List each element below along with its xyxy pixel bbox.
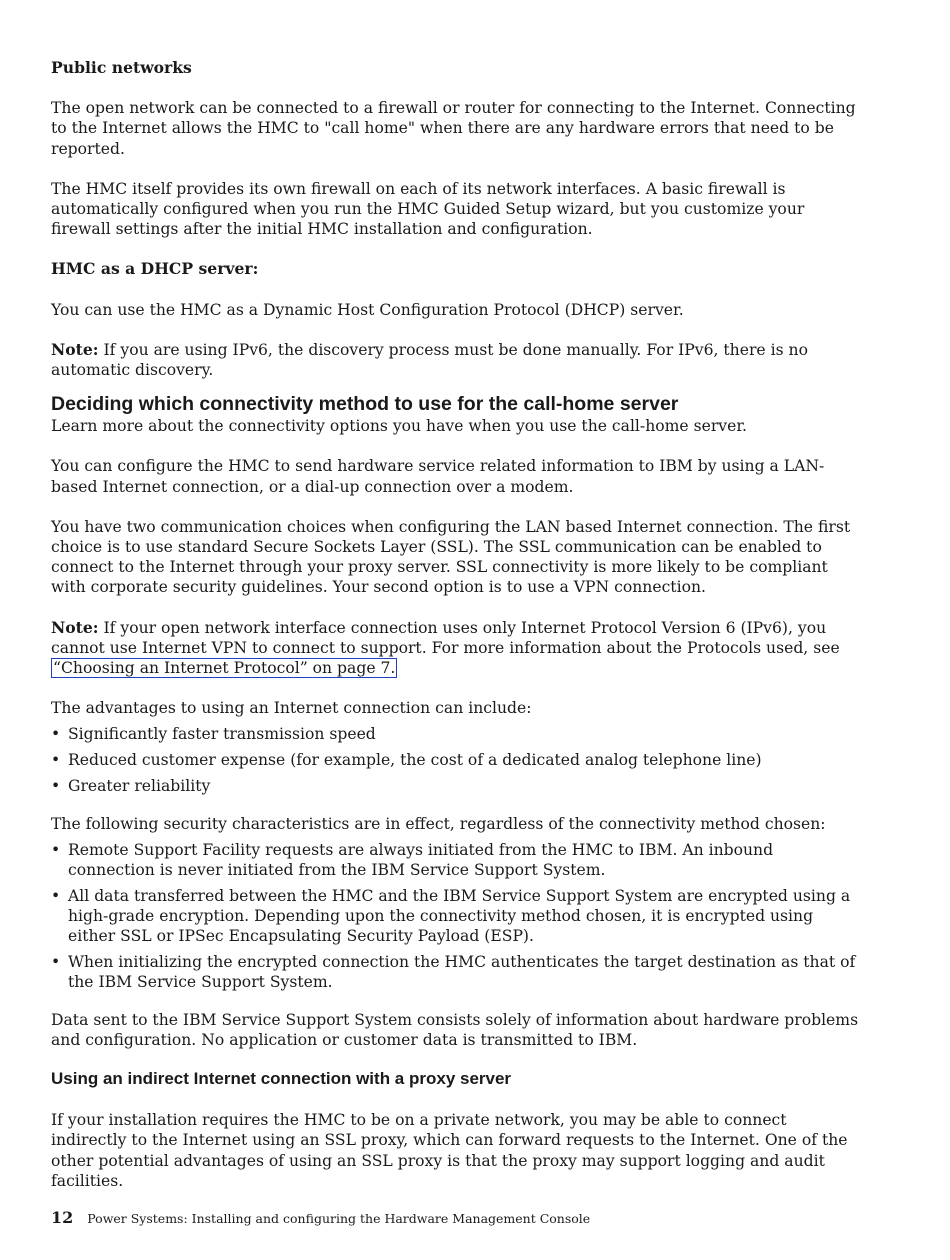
dhcp-note <box>51 340 861 380</box>
list-item: • Significantly faster transmission speed <box>51 725 376 744</box>
list-item: • When initializing the encrypted connection the HMC authenticates the target destination as that of the IBM Service Support System. <box>51 952 856 991</box>
dhcp-heading: HMC as a DHCP server: <box>51 259 259 279</box>
document-page <box>51 58 861 1191</box>
list-item: • Greater reliability <box>51 776 211 795</box>
note-text: If your open network interface connection uses only Internet Protocol Version 6 (IPv6), you cannot use Internet VPN to connect to support. For more information about the Protocols used, see <box>51 618 840 657</box>
bullet-icon: • <box>51 751 61 770</box>
bullet-icon: • <box>51 886 61 905</box>
bullet-icon: • <box>51 952 61 971</box>
public-networks-heading: Public networks <box>51 58 192 77</box>
connectivity-paragraph-1: You can configure the HMC to send hardware service related information to IBM by using a LAN-based Internet connection, or a dial-up connection over a modem. <box>51 457 825 496</box>
footer-title: Power Systems: Installing and configuring the Hardware Management Console <box>87 1211 591 1226</box>
public-networks-paragraph-1: The open network can be connected to a firewall or router for connecting to the Internet. Connecting to the Internet allows the HMC to "call home" when there are any hardware errors that need to be reported. <box>51 99 856 158</box>
security-intro: The following security characteristics are in effect, regardless of the connectivity method chosen: <box>51 814 826 833</box>
dhcp-paragraph: You can use the HMC as a Dynamic Host Configuration Protocol (DHCP) server. <box>51 300 684 319</box>
connectivity-heading: Deciding which connectivity method to use for the call-home server <box>51 393 679 416</box>
note-label: Note: <box>51 617 99 637</box>
internet-protocol-link[interactable]: “Choosing an Internet Protocol” on page 7. <box>53 659 396 678</box>
advantages-intro: The advantages to using an Internet connection can include: <box>51 699 532 718</box>
note-label: Note: <box>51 339 99 359</box>
proxy-heading: Using an indirect Internet connection with a proxy server <box>51 1069 512 1089</box>
note-text: If you are using IPv6, the discovery process must be done manually. For IPv6, there is no automatic discovery. <box>51 340 808 380</box>
bullet-icon: • <box>51 840 61 859</box>
page-number: 12 <box>51 1208 74 1227</box>
advantages-list <box>51 724 861 796</box>
public-networks-paragraph-2: The HMC itself provides its own firewall on each of its network interfaces. A basic firewall is automatically configured when you run the HMC Guided Setup wizard, but you customize your firewall settings after the initial HMC installation and configuration. <box>51 179 805 239</box>
bullet-icon: • <box>51 725 61 744</box>
list-item: • Remote Support Facility requests are always initiated from the HMC to IBM. An inbound connection is never initiated from the IBM Service Support System. <box>51 840 774 879</box>
connectivity-intro: Learn more about the connectivity options you have when you use the call-home server. <box>51 417 748 436</box>
proxy-paragraph: If your installation requires the HMC to be on a private network, you may be able to connect indirectly to the Internet using an SSL proxy, which can forward requests to the Internet. One of the other potential advantages of using an SSL proxy is that the proxy may support logging and audit facilities. <box>51 1111 848 1190</box>
page-footer <box>51 1208 590 1227</box>
connectivity-note <box>51 618 861 679</box>
list-item: • All data transferred between the HMC and the IBM Service Support System are encrypted using a high-grade encryption. Depending upon the connectivity method chosen, it is encrypted using either SSL or IPSec Encapsulating Security Payload (ESP). <box>51 886 851 946</box>
security-list <box>51 840 861 992</box>
connectivity-paragraph-2: You have two communication choices when configuring the LAN based Internet connection. The first choice is to use standard Secure Sockets Layer (SSL). The SSL communication can be enabled to connect to the Internet through your proxy server. SSL connectivity is more likely to be compliant with corporate security guidelines. Your second option is to use a VPN connection. <box>51 517 851 597</box>
bullet-icon: • <box>51 776 61 795</box>
connectivity-closing: Data sent to the IBM Service Support System consists solely of information about hardware problems and configuration. No application or customer data is transmitted to IBM. <box>51 1010 859 1049</box>
list-item: • Reduced customer expense (for example, the cost of a dedicated analog telephone line) <box>51 751 762 770</box>
